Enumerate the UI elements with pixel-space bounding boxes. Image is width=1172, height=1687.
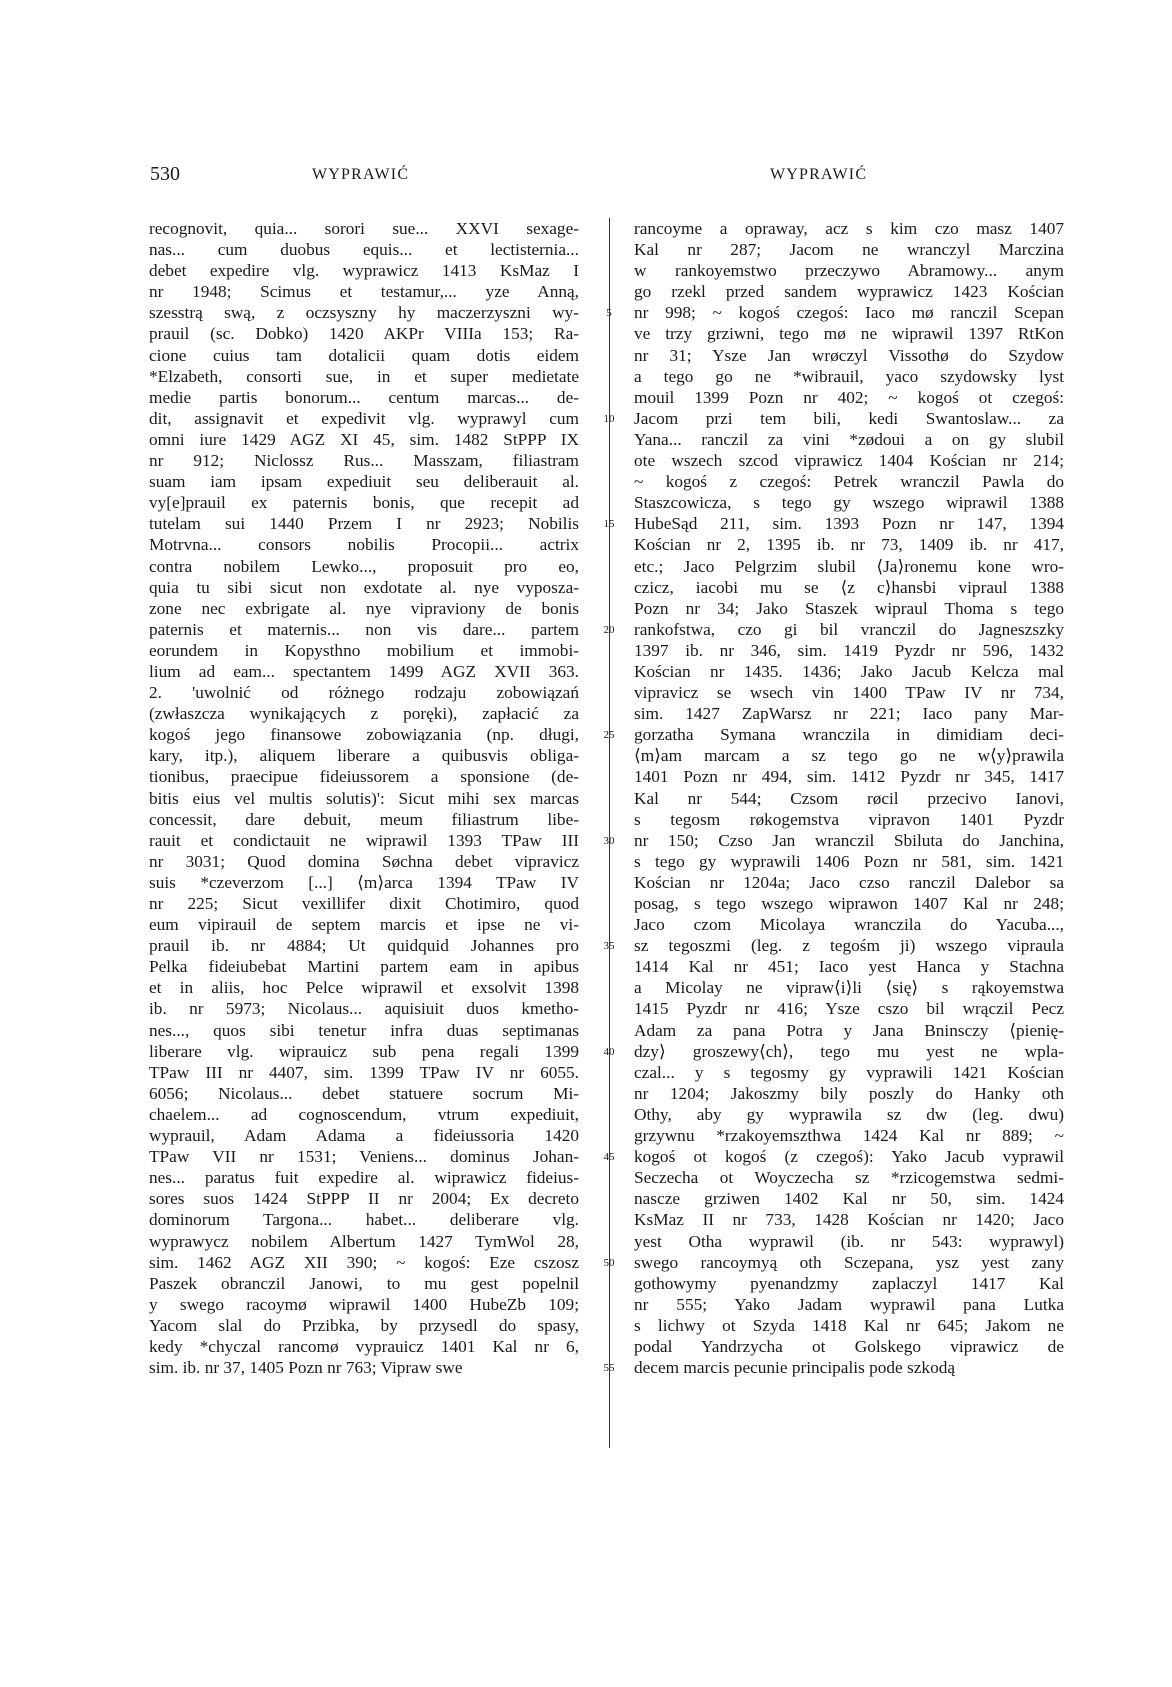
text-line: Yacom slal do Przibka, by przysedl do spasy, (149, 1315, 579, 1335)
line-number: 55 (603, 1362, 615, 1375)
text-line: et in aliis, hoc Pelce wiprawil et exsolvit 1398 (149, 978, 579, 998)
text-line: concessit, dare debuit, meum filiastrum libe- (149, 809, 579, 829)
text-line: s tego gy wyprawili 1406 Pozn nr 581, sim. 1421 (634, 851, 1064, 871)
text-line: s lichwy ot Szyda 1418 Kal nr 645; Jakom ne (634, 1315, 1064, 1335)
text-line: Paszek obranczil Janowi, to mu gest popelnil (149, 1273, 579, 1293)
text-line: mouil 1399 Pozn nr 402; ~ kogoś ot czegoś: (634, 387, 1064, 407)
text-line: nr 150; Czso Jan wranczil Sbiluta do Janchina, (634, 830, 1064, 850)
text-line: gorzatha Symana wranczila in dimidiam deci- (634, 725, 1064, 745)
page-header (0, 163, 1172, 193)
text-line: go rzekl przed sandem wyprawicz 1423 Kościan (634, 282, 1064, 302)
text-line: nes... paratus fuit expedire al. wiprawicz fideius- (149, 1168, 579, 1188)
running-head-right: WYPRAWIĆ (770, 166, 868, 183)
text-line: debet expedire vlg. wyprawicz 1413 KsMaz I (149, 261, 579, 281)
line-number: 10 (603, 412, 615, 425)
text-line: w rankoyemstwo przeczywo Abramowy... anym (634, 261, 1064, 281)
text-line: nes..., quos sibi tenetur infra duas septimanas (149, 1020, 579, 1040)
text-line: nr 225; Sicut vexillifer dixit Chotimiro, quod (149, 894, 579, 913)
text-line: nas... cum duobus equis... et lectisternia... (149, 240, 579, 260)
line-number: 40 (603, 1045, 615, 1058)
text-line: Adam za pana Potra y Jana Bninsczy ⟨pienię- (634, 1020, 1064, 1040)
text-line: liberare vlg. wiprauicz sub pena regali 1399 (149, 1041, 579, 1061)
text-line: cione cuius tam dotalicii quam dotis eidem (149, 345, 579, 365)
text-line: szesstrą swą, z oczsyszny hy maczerzyszni wy- (149, 303, 579, 323)
text-line: paternis et maternis... non vis dare... partem (149, 619, 579, 639)
text-line: kogoś jego finansowe zobowiązania (np. długi, (149, 725, 579, 745)
line-number: 15 (603, 518, 615, 531)
text-line: Pozn nr 34; Jako Staszek wipraul Thoma s tego (634, 598, 1064, 618)
line-number: 5 (606, 307, 612, 320)
text-line: prauil ib. nr 4884; Ut quidquid Johannes pro (149, 936, 579, 956)
left-column (149, 218, 579, 1378)
text-line: (zwłaszcza wynikających z poręki), zapłacić za (149, 704, 579, 724)
text-line: omni iure 1429 AGZ XI 45, sim. 1482 StPPP IX (149, 429, 579, 449)
text-line: nr 1204; Jakoszmy bily poszly do Hanky oth (634, 1083, 1064, 1103)
line-number: 45 (603, 1151, 615, 1164)
text-line: sim. 1427 ZapWarsz nr 221; Iaco pany Mar- (634, 704, 1064, 724)
text-line: recognovit, quia... sorori sue... XXVI sexage- (149, 219, 579, 238)
text-line: *Elzabeth, consorti sue, in et super medietate (149, 366, 579, 386)
text-line: kary, itp.), aliquem liberare a quibusvis obliga- (149, 746, 579, 766)
text-line: tionibus, praecipue fideiussorem a sponsione (de- (149, 767, 579, 787)
text-line: dominorum Targona... habet... deliberare vlg. (149, 1210, 579, 1230)
text-line: kogoś ot kogoś (z czegoś): Yako Jacub vyprawil (634, 1147, 1064, 1167)
line-number: 25 (603, 729, 615, 742)
text-line: dzy⟩ groszewy⟨ch⟩, tego mu yest ne wpla- (634, 1041, 1064, 1061)
text-line: Pelka fideiubebat Martini partem eam in apibus (149, 957, 579, 977)
text-line: Seczecha ot Woyczecha sz *rzicogemstwa sedmi- (634, 1168, 1064, 1188)
text-line: rauit et condictauit ne wiprawil 1393 TPaw III (149, 830, 579, 850)
text-line: nr 31; Ysze Jan wrøczyl Vissothø do Szydow (634, 345, 1064, 365)
text-line: medie partis bonorum... centum marcas... de- (149, 387, 579, 407)
text-line: 2. 'uwolnić od różnego rodzaju zobowiązań (149, 683, 579, 703)
right-column (634, 218, 1064, 1378)
text-line: eorundem in Kopysthno mobilium et immobi- (149, 640, 579, 660)
text-line: decem marcis pecunie principalis pode szkodą (634, 1358, 956, 1378)
line-number: 35 (603, 940, 615, 953)
text-line: 1414 Kal nr 451; Iaco yest Hanca y Stachna (634, 957, 1064, 977)
text-line: yest Otha wyprawil (ib. nr 543: wyprawyl) (634, 1231, 1064, 1251)
text-line: TPaw VII nr 1531; Veniens... dominus Johan- (149, 1147, 579, 1167)
text-line: sores suos 1424 StPPP II nr 2004; Ex decreto (149, 1189, 579, 1209)
text-line: Motrvna... consors nobilis Procopii... actrix (149, 535, 579, 555)
text-line: ⟨m⟩am marcam a sz tego go ne w⟨y⟩prawila (634, 746, 1064, 766)
text-line: y swego racoymø wiprawil 1400 HubeZb 109; (149, 1294, 579, 1314)
text-line: ote wszech szcod viprawicz 1404 Kościan nr 214; (634, 451, 1064, 471)
text-line: bitis eius vel multis solutis)': Sicut mihi sex marcas (149, 788, 579, 808)
line-number: 20 (603, 623, 615, 636)
text-line: wyprawycz nobilem Albertum 1427 TymWol 28, (149, 1231, 579, 1251)
text-line: quia tu sibi sicut non exdotate al. nye vyposza- (149, 577, 579, 597)
text-line: Kościan nr 1435. 1436; Jako Jacub Kelcza mal (634, 661, 1064, 681)
text-line: wyprauil, Adam Adama a fideiussoria 1420 (149, 1126, 579, 1146)
text-line: suam iam ipsam expediuit seu deliberauit al. (149, 472, 579, 492)
running-head-left: WYPRAWIĆ (312, 166, 410, 183)
text-line: nr 1948; Scimus et testamur,... yze Anną, (149, 282, 579, 302)
text-line: HubeSąd 211, sim. 1393 Pozn nr 147, 1394 (634, 514, 1064, 534)
text-line: rankofstwa, czo gi bil vranczil do Jagneszszky (634, 619, 1064, 639)
text-line: Jacom przi tem bili, kedi Swantoslaw... za (634, 408, 1064, 428)
text-line: grzywnu *rzakoyemszthwa 1424 Kal nr 889; ~ (634, 1126, 1064, 1146)
text-line: Kościan nr 2, 1395 ib. nr 73, 1409 ib. nr 417, (634, 535, 1064, 555)
text-line: TPaw III nr 4407, sim. 1399 TPaw IV nr 6055. (149, 1062, 579, 1082)
text-line: ib. nr 5973; Nicolaus... aquisiuit duos kmetho- (149, 999, 579, 1019)
text-line: 1415 Pyzdr nr 416; Ysze cszo bil wrączil Pecz (634, 999, 1064, 1019)
text-line: Staszcowicza, s tego gy wszego wiprawil 1388 (634, 493, 1064, 513)
text-line: 6056; Nicolaus... debet statuere socrum Mi- (149, 1083, 579, 1103)
text-line: kedy *chyczal rancomø vyprauicz 1401 Kal nr 6, (149, 1336, 579, 1356)
text-line: Kal nr 287; Jacom ne wranczyl Marczina (634, 240, 1064, 260)
text-line: KsMaz II nr 733, 1428 Kościan nr 1420; Jaco (634, 1210, 1064, 1230)
text-line: chaelem... ad cognoscendum, vtrum expediuit, (149, 1104, 579, 1124)
text-line: ve trzy grziwni, tego mø ne wiprawil 1397 RtKon (634, 324, 1064, 344)
page-number: 530 (150, 163, 180, 185)
text-line: prauil (sc. Dobko) 1420 AKPr VIIIa 153; Ra- (149, 324, 579, 344)
text-line: sim. 1462 AGZ XII 390; ~ kogoś: Eze cszosz (149, 1252, 579, 1272)
text-line: vy[e]prauil ex paternis bonis, que recepit ad (149, 493, 579, 513)
text-line: podal Yandrzycha ot Golskego viprawicz de (634, 1336, 1064, 1356)
text-line: nr 912; Niclossz Rus... Masszam, filiastram (149, 451, 579, 471)
text-line: nascze grziwen 1402 Kal nr 50, sim. 1424 (634, 1189, 1064, 1209)
text-line: 1397 ib. nr 346, sim. 1419 Pyzdr nr 596, 1432 (634, 640, 1064, 660)
text-line: lium ad eam... spectantem 1499 AGZ XVII 363. (149, 661, 579, 681)
text-line: vipravicz se wsech vin 1400 TPaw IV nr 734, (634, 683, 1064, 703)
text-line: gothowymy pyenandzmy zaplaczyl 1417 Kal (634, 1273, 1064, 1293)
text-line: Jaco czom Micolaya wranczila do Yacuba..., (634, 915, 1064, 935)
line-number: 30 (603, 834, 615, 847)
text-line: Kościan nr 1204a; Jaco czso ranczil Dalebor sa (634, 872, 1064, 892)
text-line: ~ kogoś z czegoś: Petrek wranczil Pawla do (634, 472, 1064, 492)
text-line: czicz, iacobi mu se ⟨z c⟩hansbi vipraul 1388 (634, 577, 1064, 597)
text-line: suis *czeverzom [...] ⟨m⟩arca 1394 TPaw IV (149, 872, 579, 892)
text-line: a tego go ne *wibrauil, yaco szydowsky lyst (634, 366, 1064, 386)
text-line: zone nec exbrigate al. nye vipraviony de bonis (149, 598, 579, 618)
text-line: Yana... ranczil za vini *zødoui a on gy slubil (634, 429, 1064, 449)
text-line: tutelam sui 1440 Przem I nr 2923; Nobilis (149, 514, 579, 534)
text-line: swego rancoymyą oth Sczepana, ysz yest zany (634, 1252, 1064, 1272)
text-line: s tegosm røkogemstva vipravon 1401 Pyzdr (634, 809, 1064, 829)
text-line: contra nobilem Lewko..., proposuit pro eo, (149, 556, 579, 576)
text-line: sim. ib. nr 37, 1405 Pozn nr 763; Vipraw swe (149, 1358, 463, 1378)
text-line: Othy, aby gy wyprawila sz dw (leg. dwu) (634, 1104, 1064, 1124)
text-line: rancoyme a opraway, acz s kim czo masz 1407 (634, 219, 1064, 238)
text-line: nr 555; Yako Jadam wyprawil pana Lutka (634, 1294, 1064, 1314)
line-number: 50 (603, 1256, 615, 1269)
text-line: nr 998; ~ kogoś czegoś: Iaco mø ranczil Scepan (634, 303, 1064, 323)
text-line: dit, assignavit et expedivit vlg. wyprawyl cum (149, 408, 579, 428)
text-line: a Micolay ne vipraw⟨i⟩li ⟨się⟩ s rąkoyemstwa (634, 978, 1064, 998)
text-line: czal... y s tegosmy gy vyprawili 1421 Kościan (634, 1062, 1064, 1082)
text-line: eum vipirauil de septem marcis et ipse ne vi- (149, 915, 579, 935)
text-line: posag, s tego wszego wiprawon 1407 Kal nr 248; (634, 894, 1064, 913)
text-line: nr 3031; Quod domina Søchna debet vipravicz (149, 851, 579, 871)
text-line: etc.; Jaco Pelgrzim slubil ⟨Ja⟩ronemu kone wro- (634, 556, 1064, 576)
text-line: 1401 Pozn nr 494, sim. 1412 Pyzdr nr 345, 1417 (634, 767, 1064, 787)
text-line: Kal nr 544; Czsom røcil przecivo Ianovi, (634, 788, 1064, 808)
text-line: sz tegoszmi (leg. z tegośm ji) wszego vipraula (634, 936, 1064, 956)
